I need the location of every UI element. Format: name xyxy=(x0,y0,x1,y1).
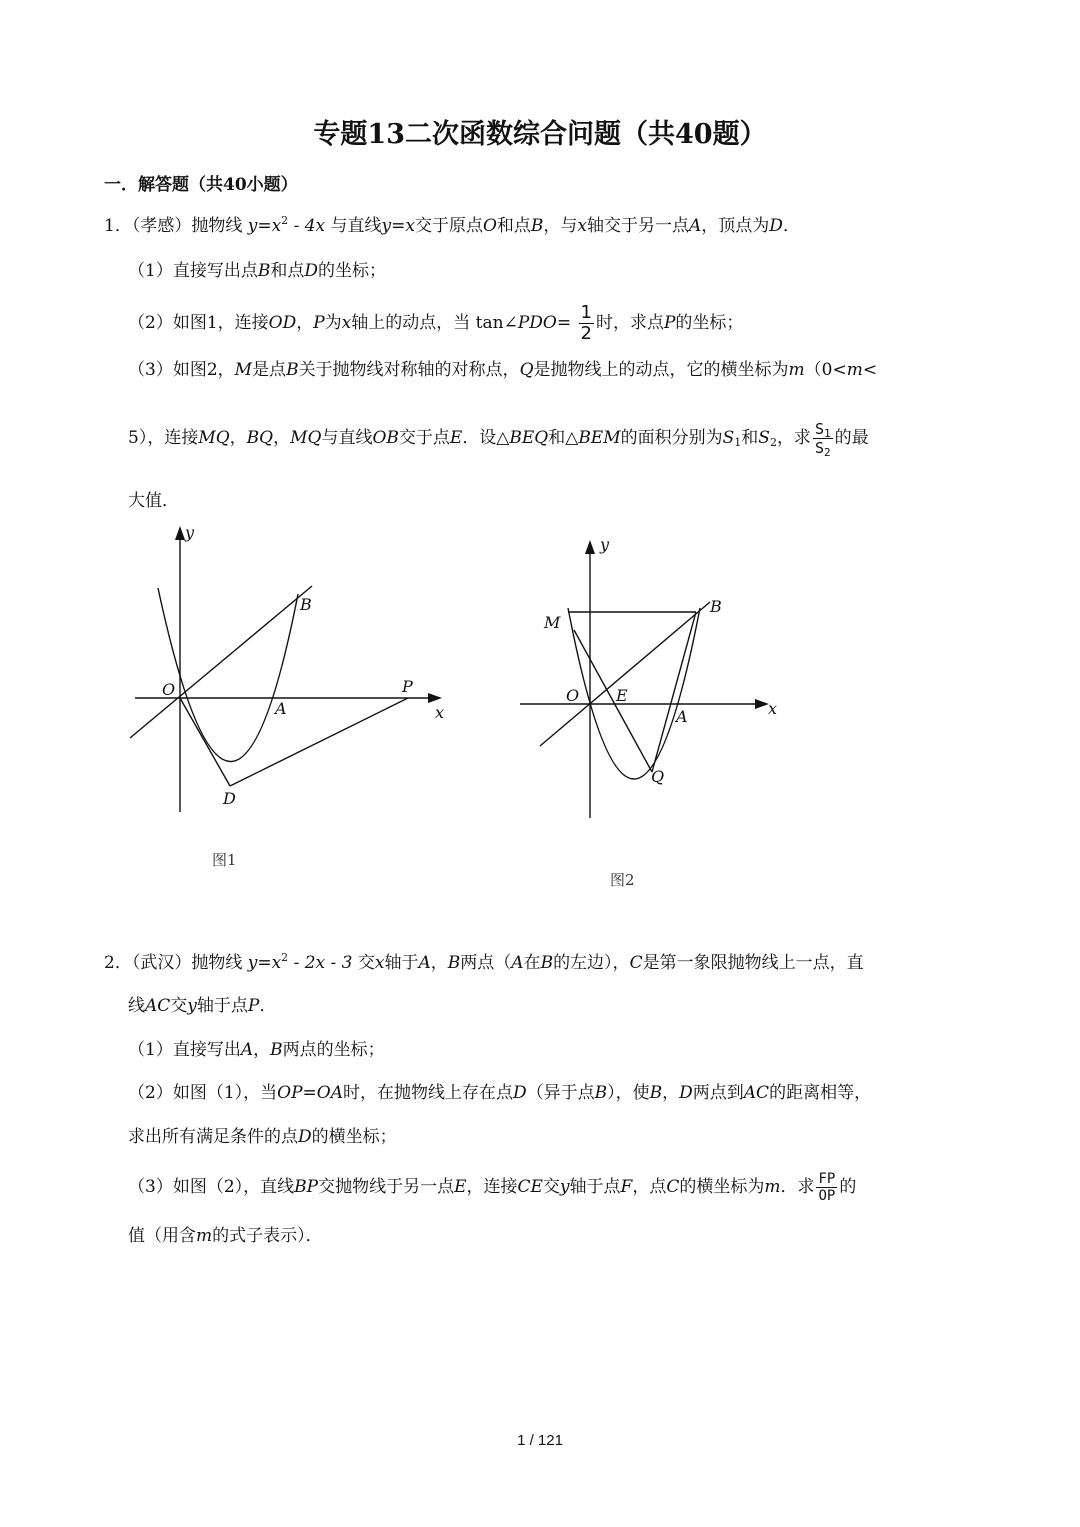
fig1-parabola xyxy=(158,588,298,762)
fig2-label-e: E xyxy=(616,686,628,705)
problem-2-part-2-cont: 求出所有满足条件的点D的横坐标； xyxy=(128,1127,397,1147)
problem-2-part-3-cont: 值（用含m的式子表示）． xyxy=(128,1226,323,1246)
fig2-label-y: y xyxy=(600,535,610,554)
fig1-label-x: x xyxy=(435,703,445,722)
fig2-label-x: x xyxy=(768,699,778,718)
fig1-label-d: D xyxy=(223,789,236,808)
problem-1-part-3-end: 大值． xyxy=(128,491,179,511)
fig1-y-arrow xyxy=(175,526,185,540)
figure-1-caption: 图1 xyxy=(212,851,237,869)
fraction-one-half: $\frac{1}{2}$ xyxy=(580,302,592,344)
fig2-y-arrow xyxy=(585,540,595,554)
fig2-parabola xyxy=(568,608,700,779)
problem-2-stem-cont: 线AC交y轴于点P． xyxy=(128,996,277,1016)
figure-2 xyxy=(510,530,810,830)
fig2-label-b: B xyxy=(710,597,722,616)
fig2-label-q: Q xyxy=(651,767,665,786)
fraction-s1-s2: $\frac{S_1}{S_2}$ xyxy=(814,420,831,459)
fig2-segment-mq xyxy=(574,630,652,772)
fig1-segment-od xyxy=(180,698,230,786)
fig2-label-o: O xyxy=(566,686,580,705)
problem-2-part-2: （2）如图（1），当OP=OA时，在抛物线上存在点D（异于点B），使B，D两点到AC的距离相等， xyxy=(128,1083,872,1103)
fig2-segment-bq xyxy=(652,612,696,772)
problem-1-part-2: （2）如图1，连接OD，P为x轴上的动点，当 tan∠PDO= $\frac{1}{2}$ 时，求点P的坐标； xyxy=(128,302,744,344)
fig1-label-p: P xyxy=(402,677,413,696)
fig1-label-o: O xyxy=(162,680,176,699)
problem-1-part-3-cont: 5），连接MQ，BQ，MQ与直线OB交于点E．设△BEQ和△BEM的面积分别为$S_1$和$S_2$，求 $\frac{S_1}{S_2}$ 的最 xyxy=(128,420,869,459)
section-heading: 一．解答题（共40小题） xyxy=(104,175,298,195)
fig1-x-arrow xyxy=(428,693,442,703)
page-number: 1 / 121 xyxy=(517,1432,563,1449)
problem-2-stem: 2．（武汉）抛物线 $y=x^2 - 2x - 3$ 交x轴于A，B两点（A在B的左边），C是第一象限抛物线上一点，直 xyxy=(104,951,864,973)
fig1-label-y: y xyxy=(185,523,195,542)
problem-2-part-1: （1）直接写出A，B两点的坐标； xyxy=(128,1040,385,1060)
figure-1 xyxy=(120,520,460,820)
fig2-label-a: A xyxy=(676,707,688,726)
figure-2-caption: 图2 xyxy=(610,871,635,889)
page-title: 专题13二次函数综合问题（共40题） xyxy=(313,119,767,150)
fig2-x-arrow xyxy=(755,699,769,709)
fraction-fp-op: $\frac{FP}{OP}$ xyxy=(818,1171,836,1204)
fig1-label-b: B xyxy=(300,595,312,614)
problem-1-stem: 1．（孝感）抛物线 $y=x^2 - 4x$ 与直线y=x交于原点O和点B，与x轴交于另一点A，顶点为D． xyxy=(104,214,800,236)
fig1-label-a: A xyxy=(275,699,287,718)
problem-1-part-1: （1）直接写出点B和点D的坐标； xyxy=(128,261,386,281)
fig2-label-m: M xyxy=(544,613,561,632)
fig1-segment-dp xyxy=(230,698,408,786)
problem-1-part-3: （3）如图2，M是点B关于抛物线对称轴的对称点，Q是抛物线上的动点，它的横坐标为m（0<m< xyxy=(128,360,878,380)
problem-2-part-3: （3）如图（2），直线BP交抛物线于另一点E，连接CE交y轴于点F，点C的横坐标为m．求 $\frac{FP}{OP}$ 的 xyxy=(128,1171,857,1204)
